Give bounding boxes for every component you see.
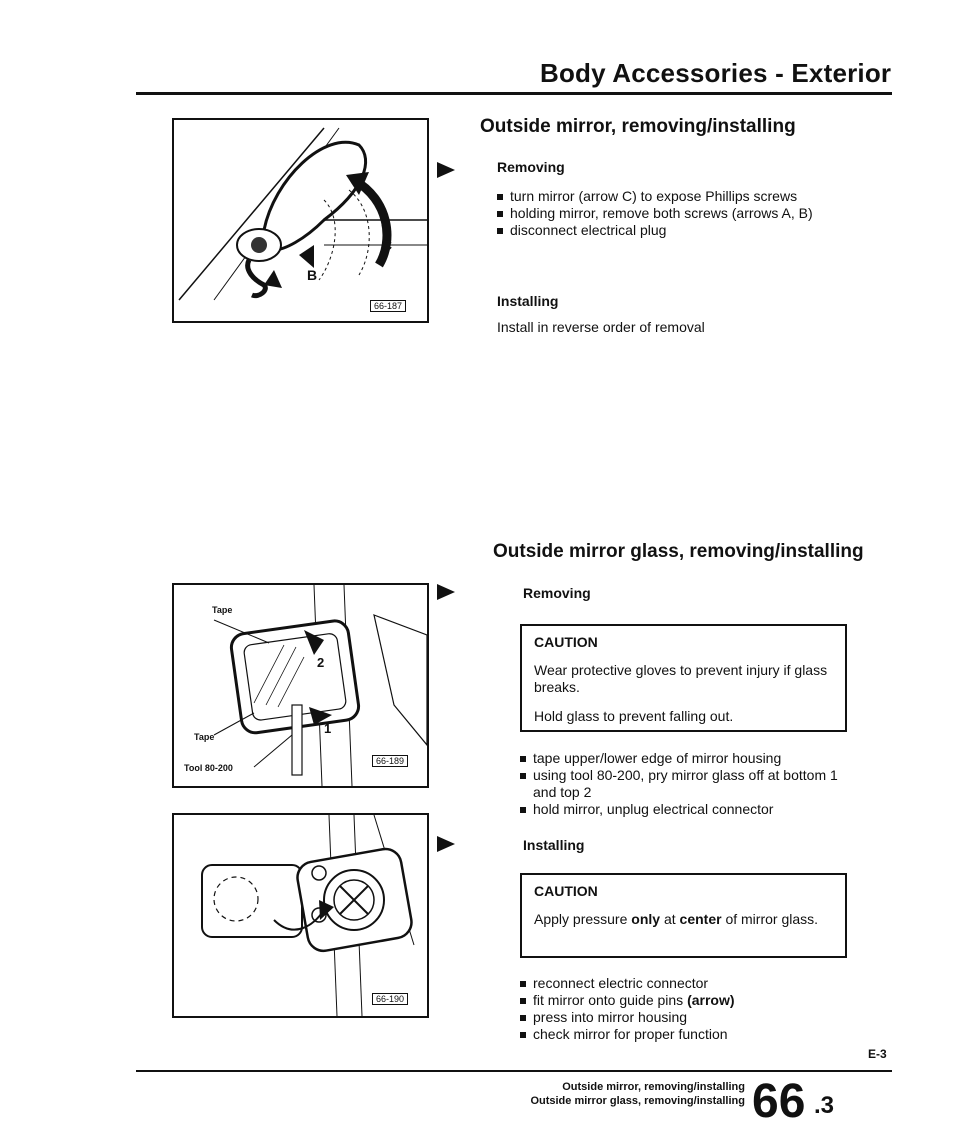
caution-box xyxy=(520,873,847,958)
installing-heading: Installing xyxy=(523,837,585,853)
footer-rule xyxy=(136,1070,892,1072)
page-title: Body Accessories - Exterior xyxy=(540,58,892,88)
removing-heading: Removing xyxy=(523,585,591,601)
installing-text: Install in reverse order of removal xyxy=(497,319,705,335)
list-item: tape upper/lower edge of mirror housing xyxy=(520,750,840,767)
list-item: reconnect electric connector xyxy=(520,975,840,992)
figure-outside-mirror xyxy=(172,118,429,323)
removing-steps xyxy=(520,750,840,818)
list-item: hold mirror, unplug electrical connector xyxy=(520,801,840,818)
figure-label-tool: Tool 80-200 xyxy=(184,763,233,773)
footer-contents xyxy=(530,1080,745,1108)
section-title: Outside mirror glass, removing/installing xyxy=(493,541,864,562)
figure-label-2: 2 xyxy=(317,655,325,670)
mirror-illustration xyxy=(174,120,427,321)
figure-mirror-glass-removal xyxy=(172,583,429,788)
list-item: press into mirror housing xyxy=(520,1009,840,1026)
page-number-sub: .3 xyxy=(814,1092,835,1119)
header-rule xyxy=(136,92,892,95)
figure-label-tape-top: Tape xyxy=(212,605,233,615)
list-item: check mirror for proper function xyxy=(520,1026,840,1043)
list-item: disconnect electrical plug xyxy=(497,222,847,239)
caution-text: Hold glass to prevent falling out. xyxy=(534,708,734,724)
figure-label-tape-bottom: Tape xyxy=(194,732,215,742)
removing-heading: Removing xyxy=(497,159,565,175)
caution-text: Apply pressure only at center of mirror glass. xyxy=(534,911,819,927)
mirror-glass-install-illustration xyxy=(174,815,427,1016)
step-pointer-arrow xyxy=(437,584,455,600)
list-item: using tool 80-200, pry mirror glass off at bottom 1 and top 2 xyxy=(520,767,840,801)
caution-title: CAUTION xyxy=(534,634,598,650)
step-pointer-arrow xyxy=(437,836,455,852)
section-title: Outside mirror, removing/installing xyxy=(480,116,796,137)
removing-steps xyxy=(497,188,847,239)
installing-heading: Installing xyxy=(497,293,559,309)
figure-ref: 66-187 xyxy=(370,300,406,312)
figure-mirror-glass-install xyxy=(172,813,429,1018)
figure-label-1: 1 xyxy=(324,721,332,736)
page-number: 66 xyxy=(752,1075,806,1128)
footer-contents-item: Outside mirror, removing/installing xyxy=(562,1081,745,1093)
list-item: holding mirror, remove both screws (arrows A, B) xyxy=(497,205,847,222)
figure-ref: 66-189 xyxy=(372,755,408,767)
caution-text: Wear protective gloves to prevent injury if glass breaks. xyxy=(534,662,828,695)
caution-box xyxy=(520,624,847,732)
list-item: turn mirror (arrow C) to expose Phillips screws xyxy=(497,188,847,205)
list-item: fit mirror onto guide pins (arrow) xyxy=(520,992,840,1009)
figure-ref: 66-190 xyxy=(372,993,408,1005)
footer-contents-item: Outside mirror glass, removing/installing xyxy=(530,1095,745,1107)
installing-steps xyxy=(520,975,840,1043)
caution-title: CAUTION xyxy=(534,883,598,899)
figure-label-b: B xyxy=(307,267,318,283)
page-code: E-3 xyxy=(868,1047,887,1061)
step-pointer-arrow xyxy=(437,162,455,178)
figure-label-c: C xyxy=(382,237,393,253)
